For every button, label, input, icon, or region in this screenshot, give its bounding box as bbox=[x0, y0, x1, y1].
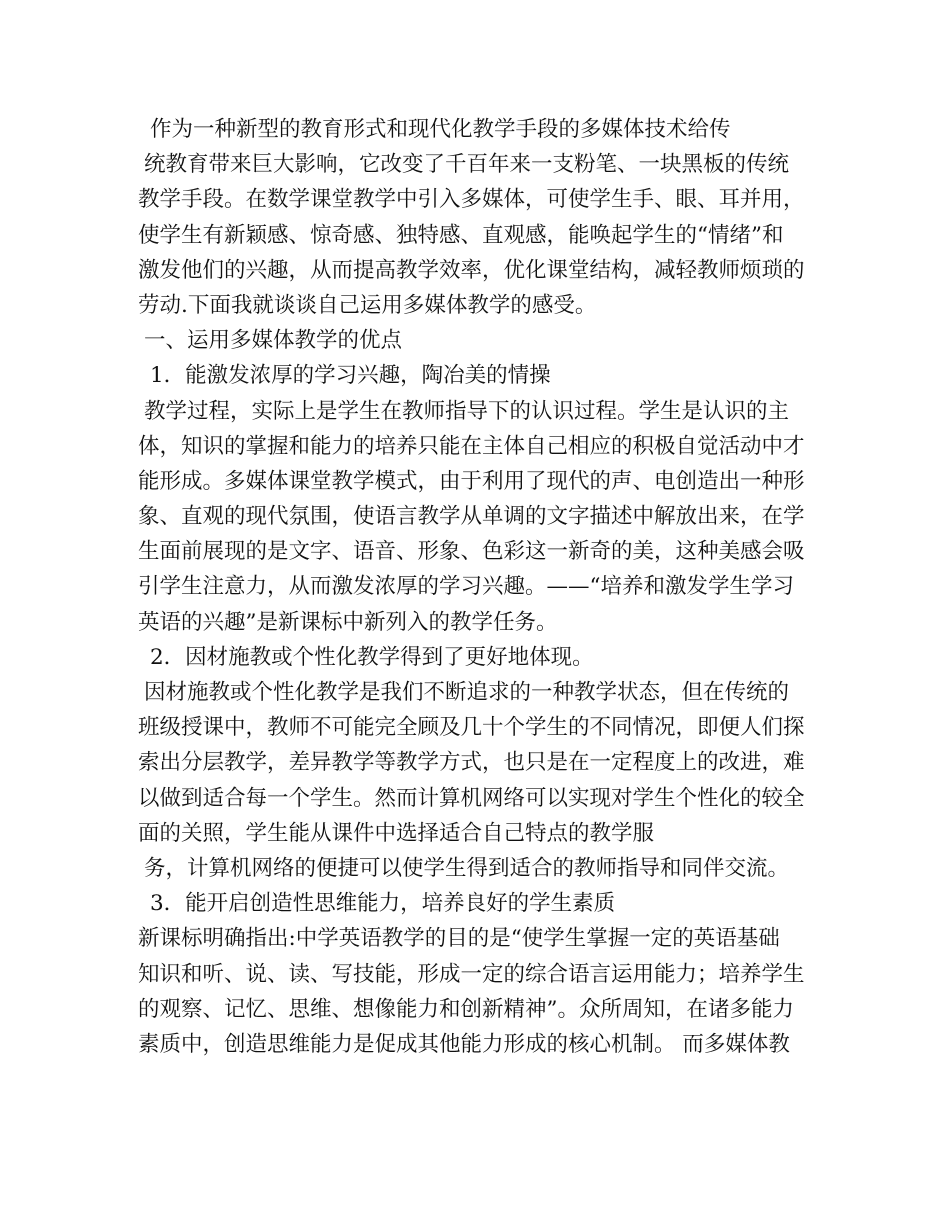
text-line: 班级授课中，教师不可能完全顾及几十个学生的不同情况，即便人们探 bbox=[138, 715, 805, 741]
subsection-heading: 2．因材施教或个性化教学得到了更好地体现。 bbox=[150, 644, 594, 670]
text-line: 作为一种新型的教育形式和现代化教学手段的多媒体技术给传 bbox=[150, 117, 731, 142]
subsection-heading: 1．能激发浓厚的学习兴趣，陶冶美的情操 bbox=[150, 363, 551, 389]
text-line: 索出分层教学，差异教学等教学方式，也只是在一定程度上的改进，难 bbox=[138, 750, 805, 776]
text-line: 因材施教或个性化教学是我们不断追求的一种教学状态，但在传统的 bbox=[144, 680, 790, 705]
text-line: 以做到适合每一个学生。然而计算机网络可以实现对学生个性化的较全 bbox=[138, 785, 805, 811]
text-line: 统教育带来巨大影响，它改变了千百年来一支粉笔、一块黑板的传统 bbox=[144, 152, 790, 178]
text-line: 能形成。多媒体课堂教学模式，由于利用了现代的声、电创造出一种形 bbox=[138, 468, 805, 494]
text-line: 务，计算机网络的便捷可以使学生得到适合的教师指导和同伴交流。 bbox=[144, 855, 790, 881]
text-line: 的观察、记忆、思维、想像能力和创新精神”。众所周知，在诸多能力 bbox=[138, 996, 794, 1022]
text-line: 使学生有新颖感、惊奇感、独特感、直观感，能唤起学生的“情绪”和 bbox=[138, 222, 784, 248]
subsection-heading: 3．能开启创造性思维能力，培养良好的学生素质 bbox=[150, 891, 616, 917]
text-line: 引学生注意力，从而激发浓厚的学习兴趣。——“培养和激发学生学习 bbox=[138, 574, 794, 600]
text-line: 新课标明确指出:中学英语教学的目的是“使学生掌握一定的英语基础 bbox=[138, 926, 780, 952]
text-line: 生面前展现的是文字、语音、形象、色彩这一新奇的美，这种美感会吸 bbox=[138, 539, 805, 565]
text-line: 素质中，创造思维能力是促成其他能力形成的核心机制。 而多媒体教 bbox=[138, 1031, 790, 1057]
text-line: 教学过程，实际上是学生在教师指导下的认识过程。学生是认识的主 bbox=[144, 398, 790, 424]
section-heading: 一、运用多媒体教学的优点 bbox=[144, 328, 403, 354]
text-line: 教学手段。在数学课堂教学中引入多媒体，可使学生手、眼、耳并用， bbox=[138, 187, 805, 213]
text-line: 知识和听、说、读、写技能，形成一定的综合语言运用能力；培养学生 bbox=[138, 961, 805, 987]
text-line: 体，知识的掌握和能力的培养只能在主体自己相应的积极自觉活动中才 bbox=[138, 433, 805, 459]
text-line: 面的关照，学生能从课件中选择适合自己特点的教学服 bbox=[138, 820, 655, 846]
text-line: 劳动.下面我就谈谈自己运用多媒体教学的感受。 bbox=[138, 292, 597, 318]
text-line: 激发他们的兴趣，从而提高教学效率，优化课堂结构，减轻教师烦琐的 bbox=[138, 257, 805, 283]
text-line: 英语的兴趣”是新课标中新列入的教学任务。 bbox=[138, 609, 558, 635]
document-body bbox=[138, 112, 818, 1062]
text-line: 象、直观的现代氛围，使语言教学从单调的文字描述中解放出来，在学 bbox=[138, 504, 805, 530]
